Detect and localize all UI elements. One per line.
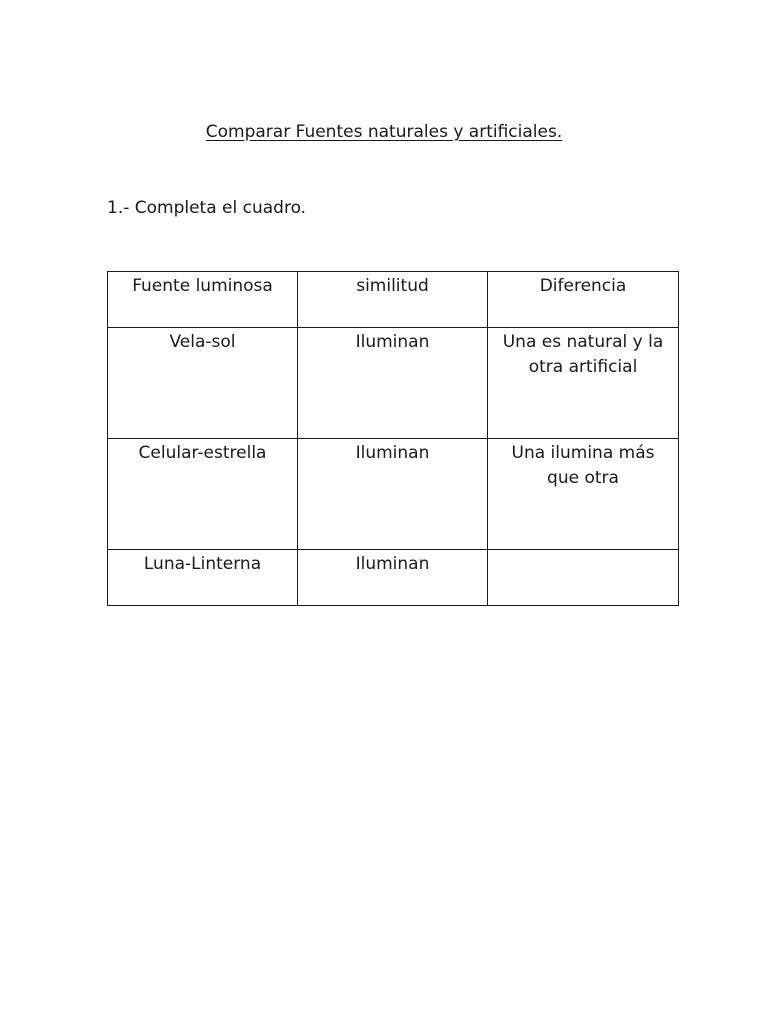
table-cell: Vela-sol xyxy=(108,328,298,439)
table-cell: Celular-estrella xyxy=(108,439,298,550)
header-similitud: similitud xyxy=(298,272,488,328)
table-cell: Luna-Linterna xyxy=(108,550,298,606)
table-cell: Una es natural y la otra artificial xyxy=(488,328,679,439)
table-cell: Iluminan xyxy=(298,439,488,550)
table-cell: Una ilumina más que otra xyxy=(488,439,679,550)
header-diferencia: Diferencia xyxy=(488,272,679,328)
table-row xyxy=(108,328,679,439)
table-cell: Iluminan xyxy=(298,550,488,606)
table-cell: Iluminan xyxy=(298,328,488,439)
table-cell xyxy=(488,550,679,606)
table-row xyxy=(108,439,679,550)
table-row xyxy=(108,550,679,606)
table-header-row xyxy=(108,272,679,328)
page-title: Comparar Fuentes naturales y artificiales. xyxy=(205,122,563,142)
instruction-text: 1.- Completa el cuadro. xyxy=(107,198,307,218)
comparison-table xyxy=(107,271,679,606)
header-fuente-luminosa: Fuente luminosa xyxy=(108,272,298,328)
